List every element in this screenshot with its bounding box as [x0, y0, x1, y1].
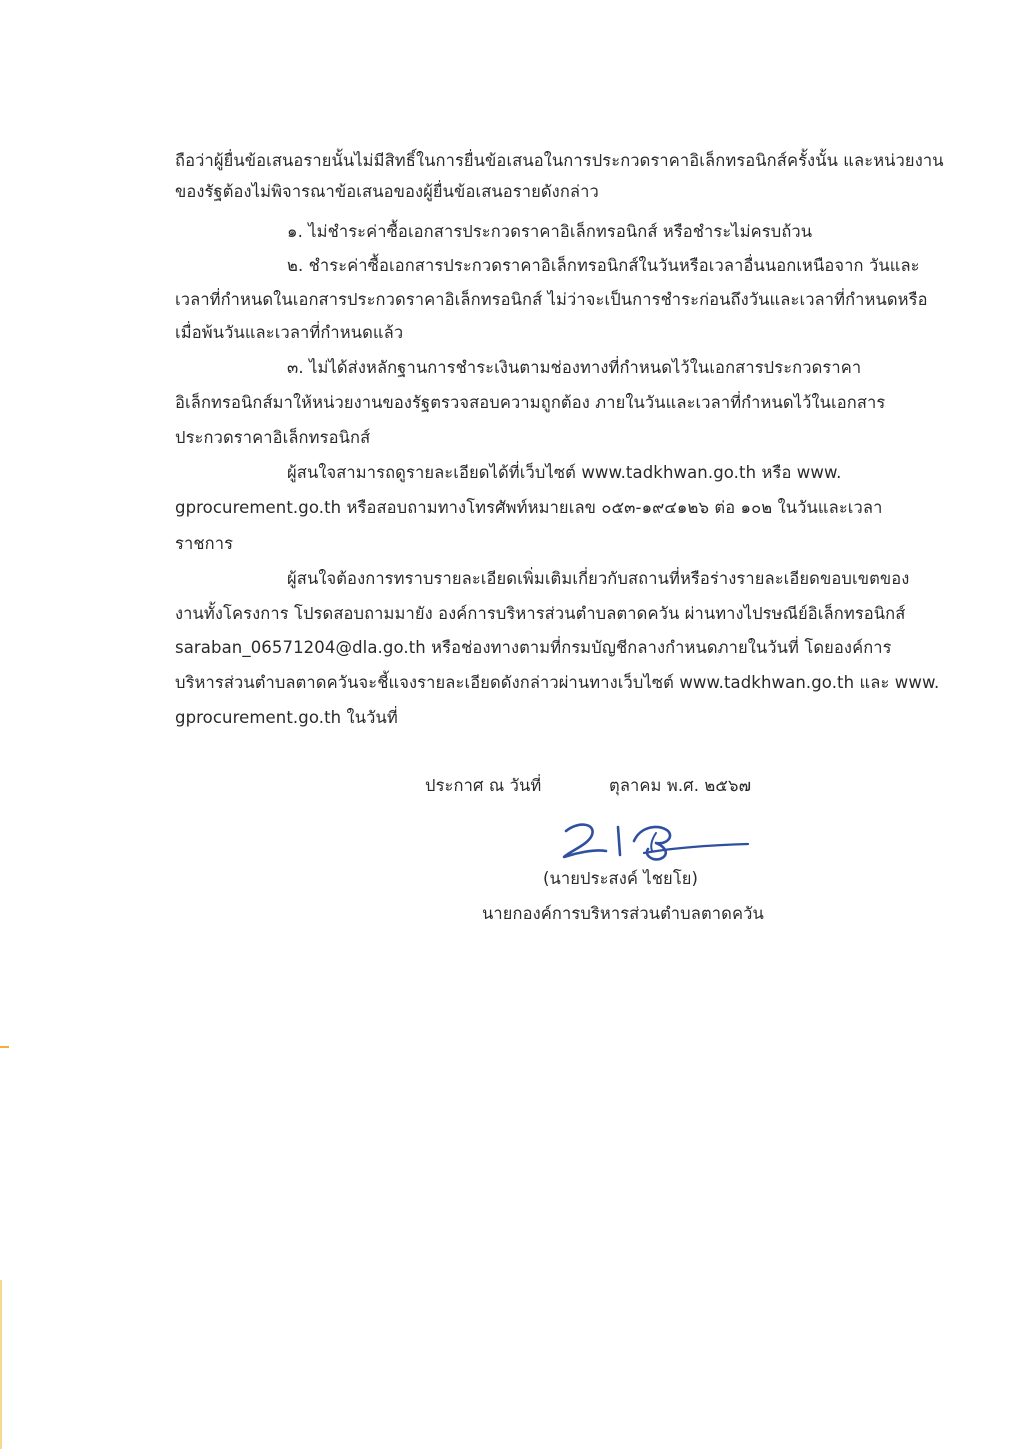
- signature-icon: [556, 815, 756, 867]
- intro-line-2: ของรัฐต้องไม่พิจารณาข้อเสนอของผู้ยื่นข้อเสนอรายดังกล่าว: [175, 182, 599, 201]
- intro-line-1: ถือว่าผู้ยื่นข้อเสนอรายนั้นไม่มีสิทธิ์ในการยื่นข้อเสนอในการประกวดราคาอิเล็กทรอนิกส์ครั้งนั้น และหน่วยงาน: [175, 151, 944, 170]
- info-line-2: gprocurement.go.th หรือสอบถามทางโทรศัพท์หมายเลข ๐๕๓-๑๙๔๑๒๖ ต่อ ๑๐๒ ในวันและเวลา: [175, 498, 883, 517]
- announcement-date: ตุลาคม พ.ศ. ๒๕๖๗: [609, 776, 752, 795]
- details-line-3: saraban_06571204@dla.go.th หรือช่องทางตามที่กรมบัญชีกลางกำหนดภายในวันที่ โดยองค์การ: [175, 638, 892, 657]
- item-3-line-1: ๓. ไม่ได้ส่งหลักฐานการชำระเงินตามช่องทางที่กำหนดไว้ในเอกสารประกวดราคา: [287, 358, 862, 377]
- details-line-1: ผู้สนใจต้องการทราบรายละเอียดเพิ่มเติมเกี่ยวกับสถานที่หรือร่างรายละเอียดขอบเขตของ: [287, 569, 910, 588]
- item-2-line-2: เวลาที่กำหนดในเอกสารประกวดราคาอิเล็กทรอนิกส์ ไม่ว่าจะเป็นการชำระก่อนถึงวันและเวลาที่กำหนดหรือ: [175, 290, 928, 309]
- signature: [556, 815, 756, 867]
- item-1: ๑. ไม่ชำระค่าซื้อเอกสารประกวดราคาอิเล็กทรอนิกส์ หรือชำระไม่ครบถ้วน: [287, 222, 813, 241]
- margin-mark: [0, 1046, 9, 1048]
- announcement-date-prefix: ประกาศ ณ วันที่: [425, 776, 542, 795]
- item-3-line-3: ประกวดราคาอิเล็กทรอนิกส์: [175, 428, 371, 447]
- signatory-title: นายกองค์การบริหารส่วนตำบลตาดควัน: [482, 904, 764, 923]
- signatory-name: (นายประสงค์ ไชยโย): [543, 869, 699, 888]
- info-line-1: ผู้สนใจสามารถดูรายละเอียดได้ที่เว็บไซต์ www.tadkhwan.go.th หรือ www.: [287, 463, 842, 482]
- info-line-3: ราชการ: [175, 534, 234, 553]
- item-2-line-1: ๒. ชำระค่าซื้อเอกสารประกวดราคาอิเล็กทรอนิกส์ในวันหรือเวลาอื่นนอกเหนือจาก วันและ: [287, 256, 920, 275]
- details-line-5: gprocurement.go.th ในวันที่: [175, 708, 398, 727]
- details-line-4: บริหารส่วนตำบลตาดควันจะชี้แจงรายละเอียดดังกล่าวผ่านทางเว็บไซต์ www.tadkhwan.go.th และ www.: [175, 673, 940, 692]
- scan-edge-mark: [0, 1280, 2, 1449]
- item-3-line-2: อิเล็กทรอนิกส์มาให้หน่วยงานของรัฐตรวจสอบความถูกต้อง ภายในวันและเวลาที่กำหนดไว้ในเอกสาร: [175, 393, 886, 412]
- item-2-line-3: เมื่อพ้นวันและเวลาที่กำหนดแล้ว: [175, 323, 404, 342]
- details-line-2: งานทั้งโครงการ โปรดสอบถามมายัง องค์การบริหารส่วนตำบลตาดควัน ผ่านทางไปรษณีย์อิเล็กทรอนิกส์: [175, 604, 906, 623]
